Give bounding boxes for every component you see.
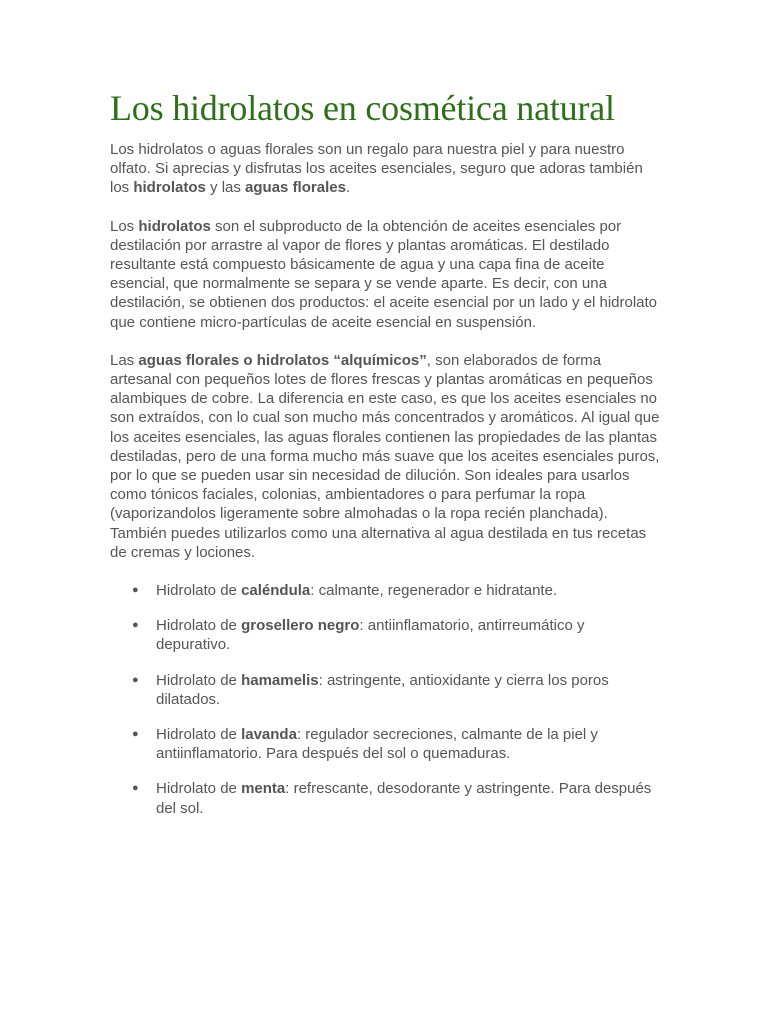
list-item-desc: : regulador secreciones, calmante de la piel y antiinflamatorio. Para después del sol o quemaduras.: [156, 726, 598, 763]
list-item: [110, 671, 662, 709]
bullet-icon: ●: [132, 673, 139, 686]
page-title: Los hidrolatos en cosmética natural: [110, 88, 615, 128]
para2-bold-hidrolatos: hidrolatos: [138, 217, 211, 235]
list-item-name: caléndula: [241, 582, 311, 600]
intro-text-2: y las: [205, 179, 246, 197]
bullet-icon: ●: [132, 728, 139, 741]
list-item-prefix: Hidrolato de: [156, 671, 242, 689]
list-item: [110, 581, 662, 600]
para3-bold-alquimicos: aguas florales o hidrolatos “alquímicos”: [138, 351, 427, 369]
para3-text-2: , son elaborados de forma artesanal con pequeños lotes de flores frescas y plantas aromáticas en pequeños alambiques de cobre. La diferencia en este caso, es que los aceites esenciales no son extraídos, con lo cual son mucho más concentrados y aromáticos. Al igual que los aceites esenciales, las aguas florales contienen las propiedades de las plantas destiladas, pero de una forma mucho más suave que los aceites esenciales puros, por lo que se pueden usar sin necesidad de dilución. Son ideales para usarlos como tónicos faciales, colonias, ambientadores o para perfumar la ropa (vaporizandolos ligeramente sobre almohadas o la ropa recién planchada). También puedes utilizarlos como una alternativa al agua destilada en tus recetas de cremas y lociones.: [110, 351, 660, 561]
para2-text-1: Los: [110, 217, 139, 235]
intro-text-1: Los hidrolatos o aguas florales son un regalo para nuestra piel y para nuestro olfato. Si aprecias y disfrutas los aceites esenciales, seguro que adoras también los: [110, 141, 643, 197]
intro-bold-aguas-florales: aguas florales: [245, 179, 346, 197]
bullet-icon: ●: [132, 584, 139, 597]
list-item-desc: : antiinflamatorio, antirreumático y depurativo.: [156, 617, 585, 654]
document-page: [110, 86, 662, 834]
para3-text-1: Las: [110, 351, 139, 369]
para2-text-2: son el subproducto de la obtención de aceites esenciales por destilación por arrastre al vapor de flores y plantas aromáticas. El destilado resultante está compuesto básicamente de agua y una capa fina de aceite esencial, que normalmente se separa y se vende aparte. Es decir, con una destilación, se obtienen dos productos: el aceite esencial por un lado y el hidrolato que contiene micro-partículas de aceite esencial en suspensión.: [110, 217, 658, 331]
list-item-desc: : refrescante, desodorante y astringente. Para después del sol.: [156, 780, 652, 817]
list-item-name: lavanda: [241, 726, 297, 744]
intro-bold-hidrolatos: hidrolatos: [133, 179, 206, 197]
list-item-name: hamamelis: [241, 671, 319, 689]
hidrolatos-list: [110, 581, 662, 818]
bullet-icon: ●: [132, 619, 139, 632]
hidrolatos-paragraph: [110, 217, 662, 332]
list-item-prefix: Hidrolato de: [156, 617, 242, 635]
list-item: [110, 779, 662, 817]
list-item-desc: : astringente, antioxidante y cierra los poros dilatados.: [156, 671, 609, 708]
bullet-icon: ●: [132, 782, 139, 795]
list-item: [110, 725, 662, 763]
list-item-prefix: Hidrolato de: [156, 582, 242, 600]
list-item-name: grosellero negro: [241, 617, 360, 635]
list-item-prefix: Hidrolato de: [156, 780, 242, 798]
aguas-florales-paragraph: [110, 351, 662, 562]
intro-paragraph: [110, 140, 662, 198]
list-item: [110, 616, 662, 654]
list-item-desc: : calmante, regenerador e hidratante.: [310, 582, 558, 600]
list-item-prefix: Hidrolato de: [156, 726, 242, 744]
list-item-name: menta: [241, 780, 286, 798]
intro-text-3: .: [345, 179, 351, 197]
